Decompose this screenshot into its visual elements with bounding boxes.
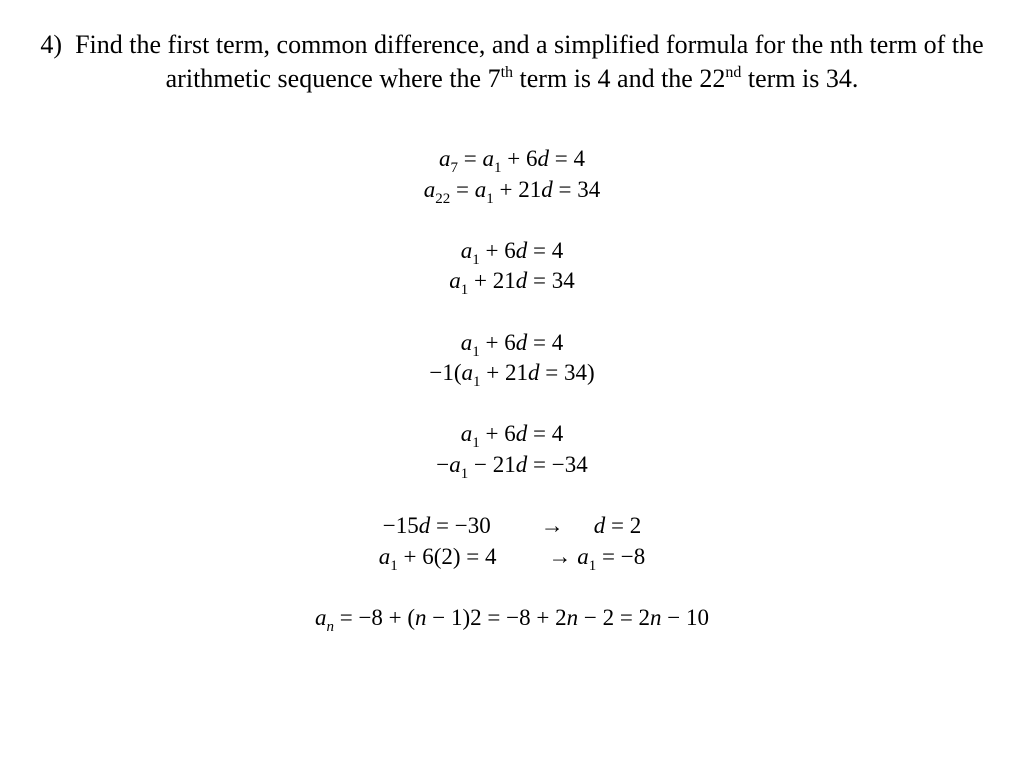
equation-a7: $a_7 = a_1 + 6d = 4$ — [439, 146, 585, 176]
system-eq-1: $a_1 + 6d = 4$ — [460, 237, 564, 268]
nth-term-formula: $a_n = -8 + (n - 1)2 = -8 + 2n - 2 = 2n - 10$ — [314, 604, 710, 635]
elimination-eq-1: $a_1 + 6d = 4$ — [460, 421, 564, 452]
problem-number: 4) — [40, 30, 63, 59]
problem-text-1: Find the first term, common difference, and a simplified formula for the nth term of the arithmetic sequence where the 7 — [75, 30, 984, 93]
ordinal-suffix-th: th — [500, 64, 514, 81]
spacer — [0, 297, 1024, 328]
solve-d: −15d = −30 → d = 2 — [382, 513, 642, 539]
elimination-eq-2: $-a_1 - 21d = -34$ — [436, 451, 588, 482]
ordinal-suffix-nd: nd — [725, 64, 742, 81]
spacer — [0, 389, 1024, 420]
spacer — [0, 572, 1024, 603]
problem-text-2: term is 4 and the 22 — [513, 64, 726, 93]
solution-work — [0, 144, 1024, 634]
problem-statement — [40, 28, 984, 96]
system-eq-2: $a_1 + 21d = 34$ — [449, 268, 575, 299]
solve-a1: $a_1 + 6(2) = 4 \to a_1 = -8$ — [378, 543, 646, 574]
arrow-icon: → — [540, 513, 564, 539]
multiply-eq-2: $-1(a_1 + 21d = 34)$ — [429, 360, 595, 391]
problem-text-3: term is 34. — [741, 64, 859, 93]
spacer — [0, 481, 1024, 512]
multiply-eq-1: $a_1 + 6d = 4$ — [460, 329, 564, 360]
equation-a22: $a_{22} = a_1 + 21d = 34$ — [423, 176, 601, 207]
arrow-icon: → — [548, 543, 578, 569]
spacer — [0, 205, 1024, 236]
